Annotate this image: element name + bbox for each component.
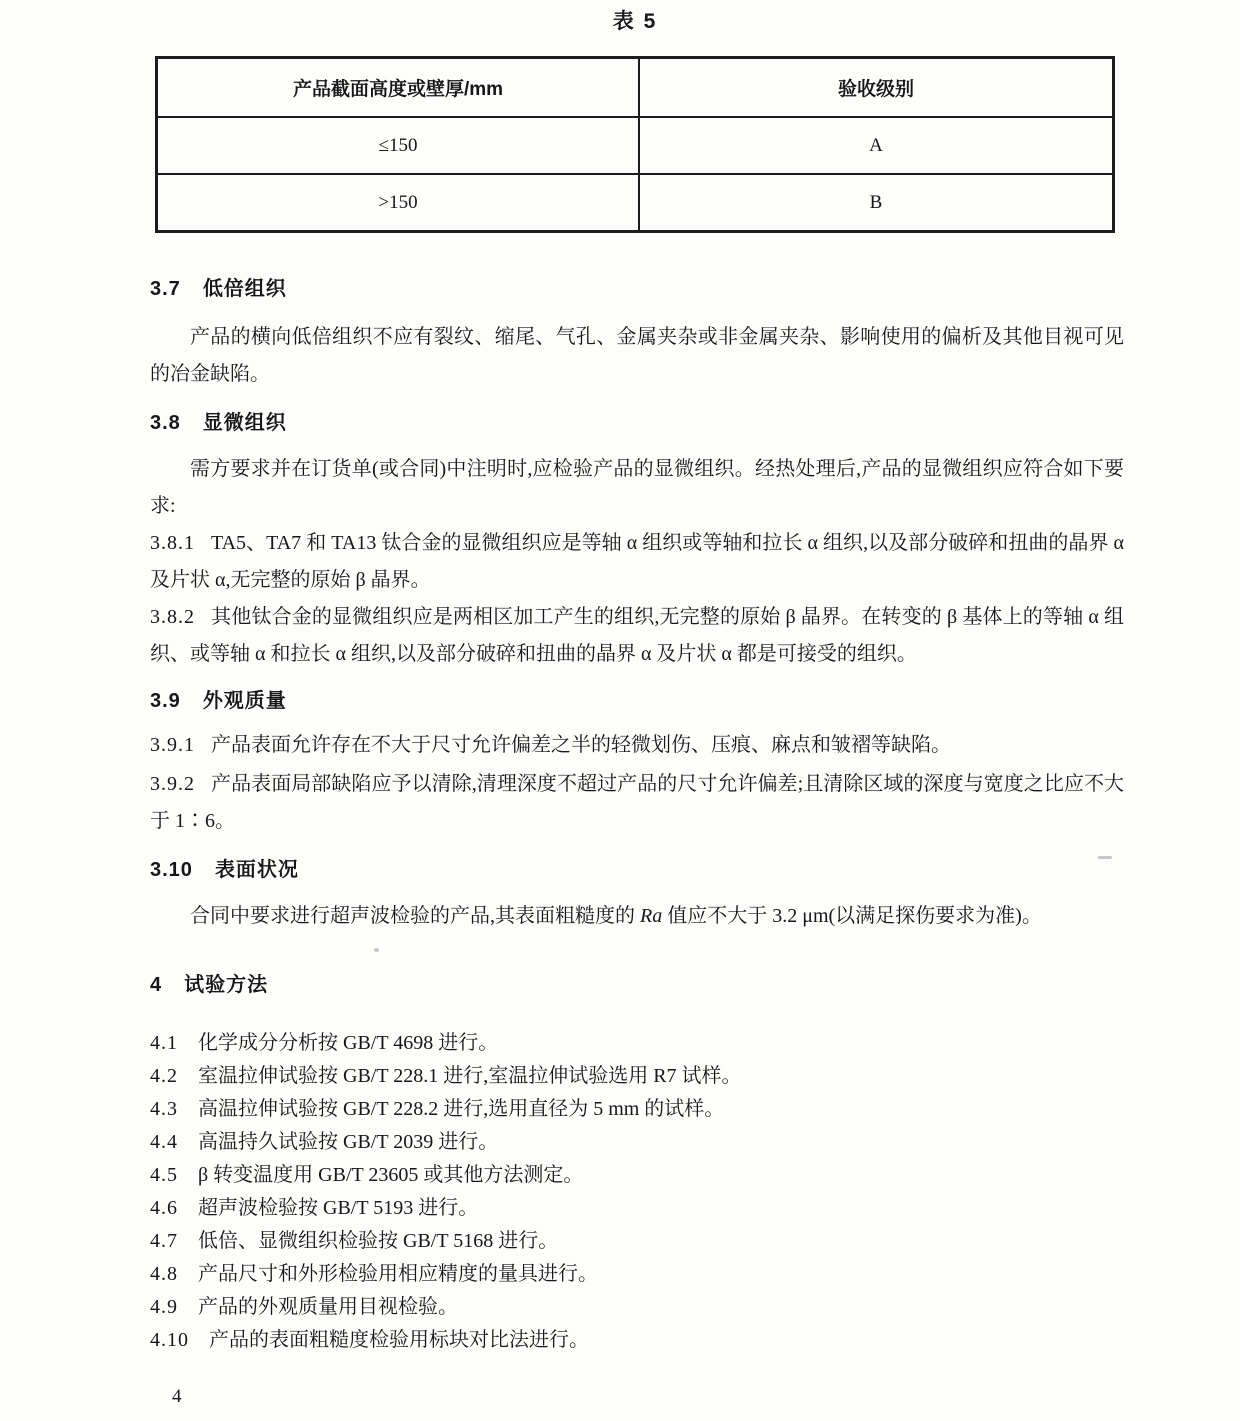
- item-text: TA5、TA7 和 TA13 钛合金的显微组织应是等轴 α 组织或等轴和拉长 α 组织,以及部分破碎和扭曲的晶界 α 及片状 α,无完整的原始 β 晶界。: [150, 532, 1124, 591]
- document-body: [150, 275, 1124, 1357]
- item-text: 产品的外观质量用目视检验。: [198, 1296, 458, 1318]
- heading-number: 3.10: [150, 859, 193, 881]
- item-text: β 转变温度用 GB/T 23605 或其他方法测定。: [198, 1164, 584, 1186]
- item-text: 高温持久试验按 GB/T 2039 进行。: [198, 1131, 499, 1153]
- table-header-section-height: 产品截面高度或壁厚/mm: [157, 58, 640, 118]
- item-text: 其他钛合金的显微组织应是两相区加工产生的组织,无完整的原始 β 晶界。在转变的 β 基体上的等轴 α 组织、或等轴 α 和拉长 α 组织,以及部分破碎和扭曲的晶界 α 及片状 α 都是可接受的组织。: [150, 606, 1124, 665]
- item-3-8-2: [150, 599, 1124, 673]
- item-number: 3.9.1: [150, 734, 195, 756]
- item-number: 4.4: [150, 1131, 178, 1153]
- scan-artifact: [1098, 856, 1112, 859]
- table-row: [157, 117, 1114, 174]
- item-number: 4.3: [150, 1098, 178, 1120]
- item-number: 4.1: [150, 1032, 178, 1054]
- heading-number: 3.7: [150, 278, 181, 300]
- heading-3-9: [150, 687, 1124, 715]
- item-3-9-2: [150, 766, 1124, 840]
- heading-number: 4: [150, 974, 163, 996]
- item-4-1: [150, 1027, 1124, 1060]
- item-4-3: [150, 1093, 1124, 1126]
- table-header-acceptance-grade: 验收级别: [639, 58, 1114, 118]
- table-caption: 表 5: [612, 10, 658, 33]
- heading-number: 3.9: [150, 690, 181, 712]
- item-text: 化学成分分析按 GB/T 4698 进行。: [198, 1032, 499, 1054]
- table-cell-range-1: ≤150: [157, 117, 640, 174]
- table-row: [157, 174, 1114, 232]
- item-text: 产品表面允许存在不大于尺寸允许偏差之半的轻微划伤、压痕、麻点和皱褶等缺陷。: [211, 734, 951, 756]
- item-text: 超声波检验按 GB/T 5193 进行。: [198, 1197, 479, 1219]
- table-5: [155, 56, 1115, 233]
- item-4-7: [150, 1225, 1124, 1258]
- item-number: 3.8.1: [150, 532, 195, 554]
- item-text: 产品的表面粗糙度检验用标块对比法进行。: [209, 1329, 589, 1351]
- item-number: 4.10: [150, 1329, 189, 1351]
- item-4-6: [150, 1192, 1124, 1225]
- item-4-2: [150, 1060, 1124, 1093]
- item-number: 4.9: [150, 1296, 178, 1318]
- item-text: 高温拉伸试验按 GB/T 228.2 进行,选用直径为 5 mm 的试样。: [198, 1098, 725, 1120]
- item-text: 低倍、显微组织检验按 GB/T 5168 进行。: [198, 1230, 559, 1252]
- table-cell-grade-2: B: [639, 174, 1114, 232]
- item-number: 3.9.2: [150, 773, 195, 795]
- paragraph-microstructure-intro: 需方要求并在订货单(或合同)中注明时,应检验产品的显微组织。经热处理后,产品的显微组织应符合如下要求:: [150, 458, 1124, 517]
- scan-artifact: [374, 948, 379, 952]
- item-number: 3.8.2: [150, 606, 195, 628]
- table-header-row: [157, 58, 1114, 118]
- item-4-4: [150, 1126, 1124, 1159]
- item-4-5: [150, 1159, 1124, 1192]
- item-text: 产品尺寸和外形检验用相应精度的量具进行。: [198, 1263, 598, 1285]
- paragraph-text: 值应不大于 3.2 μm(以满足探伤要求为准)。: [662, 905, 1042, 927]
- heading-3-8: [150, 409, 1124, 437]
- table-cell-range-2: >150: [157, 174, 640, 232]
- heading-title: 低倍组织: [202, 278, 287, 300]
- item-text: 产品表面局部缺陷应予以清除,清理深度不超过产品的尺寸允许偏差;且清除区域的深度与宽度之比应不大于 1∶6。: [150, 773, 1124, 832]
- paragraph-surface-condition: [150, 898, 1124, 935]
- heading-title: 外观质量: [202, 690, 287, 712]
- item-4-8: [150, 1258, 1124, 1291]
- item-number: 4.5: [150, 1164, 178, 1186]
- ra-roughness-symbol: Ra: [640, 905, 663, 927]
- paragraph-macrostructure: 产品的横向低倍组织不应有裂纹、缩尾、气孔、金属夹杂或非金属夹杂、影响使用的偏析及其他目视可见的冶金缺陷。: [150, 326, 1124, 385]
- item-text: 室温拉伸试验按 GB/T 228.1 进行,室温拉伸试验选用 R7 试样。: [198, 1065, 742, 1087]
- heading-3-7: [150, 275, 1124, 303]
- item-3-9-1: [150, 727, 1124, 764]
- item-number: 4.6: [150, 1197, 178, 1219]
- item-4-10: [150, 1324, 1124, 1357]
- item-4-9: [150, 1291, 1124, 1324]
- item-3-8-1: [150, 525, 1124, 599]
- heading-title: 试验方法: [184, 974, 269, 996]
- paragraph-text: 合同中要求进行超声波检验的产品,其表面粗糙度的: [190, 905, 640, 927]
- item-number: 4.8: [150, 1263, 178, 1285]
- heading-3-10: [150, 856, 1124, 884]
- heading-4: [150, 971, 1124, 999]
- table-cell-grade-1: A: [639, 117, 1114, 174]
- item-number: 4.2: [150, 1065, 178, 1087]
- item-number: 4.7: [150, 1230, 178, 1252]
- heading-title: 显微组织: [202, 412, 287, 434]
- heading-number: 3.8: [150, 412, 181, 434]
- page-number: 4: [172, 1386, 182, 1407]
- heading-title: 表面状况: [214, 859, 299, 881]
- test-methods-list: [150, 1027, 1124, 1357]
